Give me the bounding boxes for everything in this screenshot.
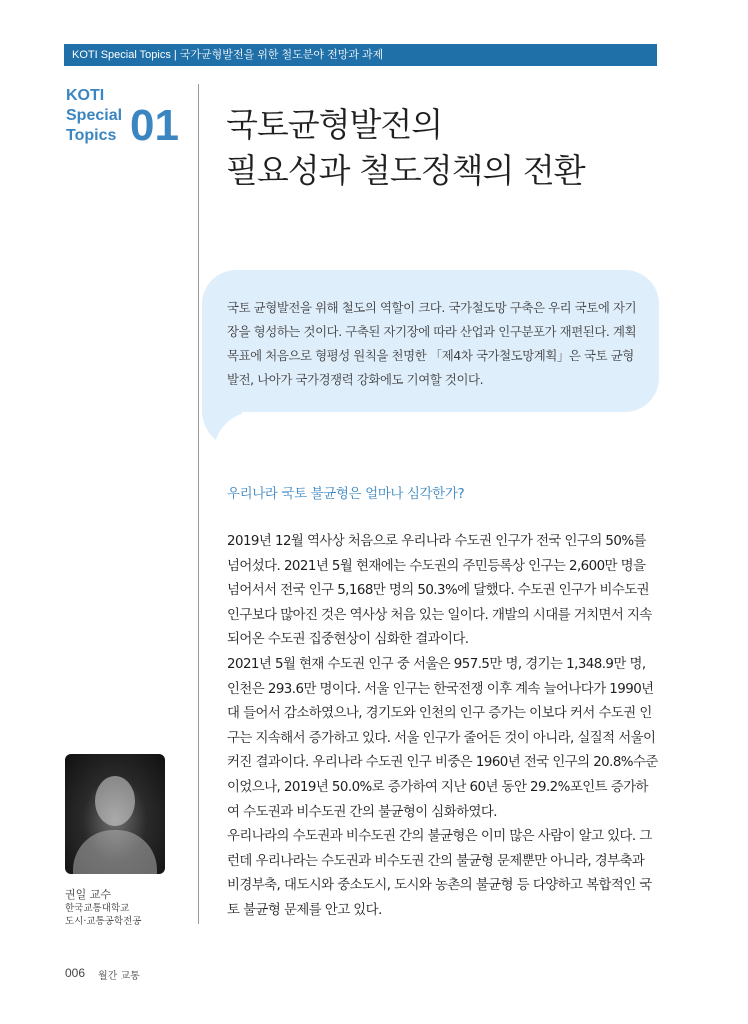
- header-bar-text: KOTI Special Topics | 국가균형발전을 위한 철도분야 전망과 과제: [72, 49, 384, 61]
- body-paragraph-3: 우리나라의 수도권과 비수도권 간의 불균형은 이미 많은 사람이 알고 있다. 그런데 우리나라는 수도권과 비수도권 간의 불균형 문제뿐만 아니라, 경부축과 비경부축, 대도시와 중소도시, 도시와 농촌의 불균형 등 다양하고 복합적인 국토 불균형 문제를 안고 있다.: [227, 829, 652, 918]
- article-title: [226, 102, 585, 194]
- series-label-line1: KOTI: [66, 87, 105, 104]
- body-paragraph-2: 2021년 5월 현재 수도권 인구 중 서울은 957.5만 명, 경기는 1,348.9만 명, 인천은 293.6만 명이다. 서울 인구는 한국전쟁 이후 계속 늘어나다가 1990년대 들어서 감소하였으나, 경기도와 인천의 인구 증가는 이보다 커서 수도권 인구는 지속해서 증가하고 있다. 서울 인구가 줄어든 것이 아니라, 실질적 서울이 커진 결과이다. 우리나라 수도권 인구 비중은 1960년 전국 인구의 20.8%수준이었으나, 2019년 50.0%로 증가하여 지난 60년 동안 29.2%포인트 증가하여 수도권과 비수도권 간의 불균형이 심화하였다.: [227, 656, 658, 820]
- author-affiliation-line1: 한국교통대학교: [65, 903, 130, 914]
- publication-name: 월간 교통: [98, 971, 140, 982]
- header-bar: [64, 44, 657, 66]
- series-number: 01: [130, 101, 179, 150]
- author-photo-head: [95, 776, 135, 826]
- section-heading: 우리나라 국토 불균형은 얼마나 심각한가?: [227, 486, 465, 502]
- author-photo-shoulders: [73, 830, 157, 874]
- series-label-line2: Special: [66, 107, 123, 124]
- article-body: [227, 530, 659, 924]
- vertical-divider: [198, 84, 199, 924]
- series-label-line3: Topics: [66, 127, 117, 144]
- series-label: [66, 86, 122, 146]
- summary-text: 국토 균형발전을 위해 철도의 역할이 크다. 국가철도망 구축은 우리 국토에 자기장을 형성하는 것이다. 구축된 자기장에 따라 산업과 인구분포가 재편된다. 계획목표에 처음으로 형평성 원칙을 천명한 「제4차 국가철도망계획」은 국토 균형발전, 나아가 국가경쟁력 강화에도 기여할 것이다.: [227, 300, 637, 387]
- article-title-line1: 국토균형발전의: [226, 105, 443, 144]
- body-paragraph-1: 2019년 12월 역사상 처음으로 우리나라 수도권 인구가 전국 인구의 50%를 넘어섰다. 2021년 5월 현재에는 수도권의 주민등록상 인구는 2,600만 명을 넘어서서 전국 인구 5,168만 명의 50.3%에 달했다. 수도권 인구가 비수도권 인구보다 많아진 것은 역사상 처음 있는 일이다. 개발의 시대를 거치면서 지속되어온 수도권 집중현상이 심화한 결과이다.: [227, 534, 652, 648]
- author-name: 권일 교수: [65, 888, 112, 901]
- author-photo: [65, 754, 165, 874]
- author-affiliation-line2: 도시·교통공학전공: [65, 916, 142, 927]
- article-title-line2: 필요성과 철도정책의 전환: [226, 151, 585, 190]
- author-affiliation: [65, 902, 141, 928]
- page-number: 006: [65, 966, 86, 980]
